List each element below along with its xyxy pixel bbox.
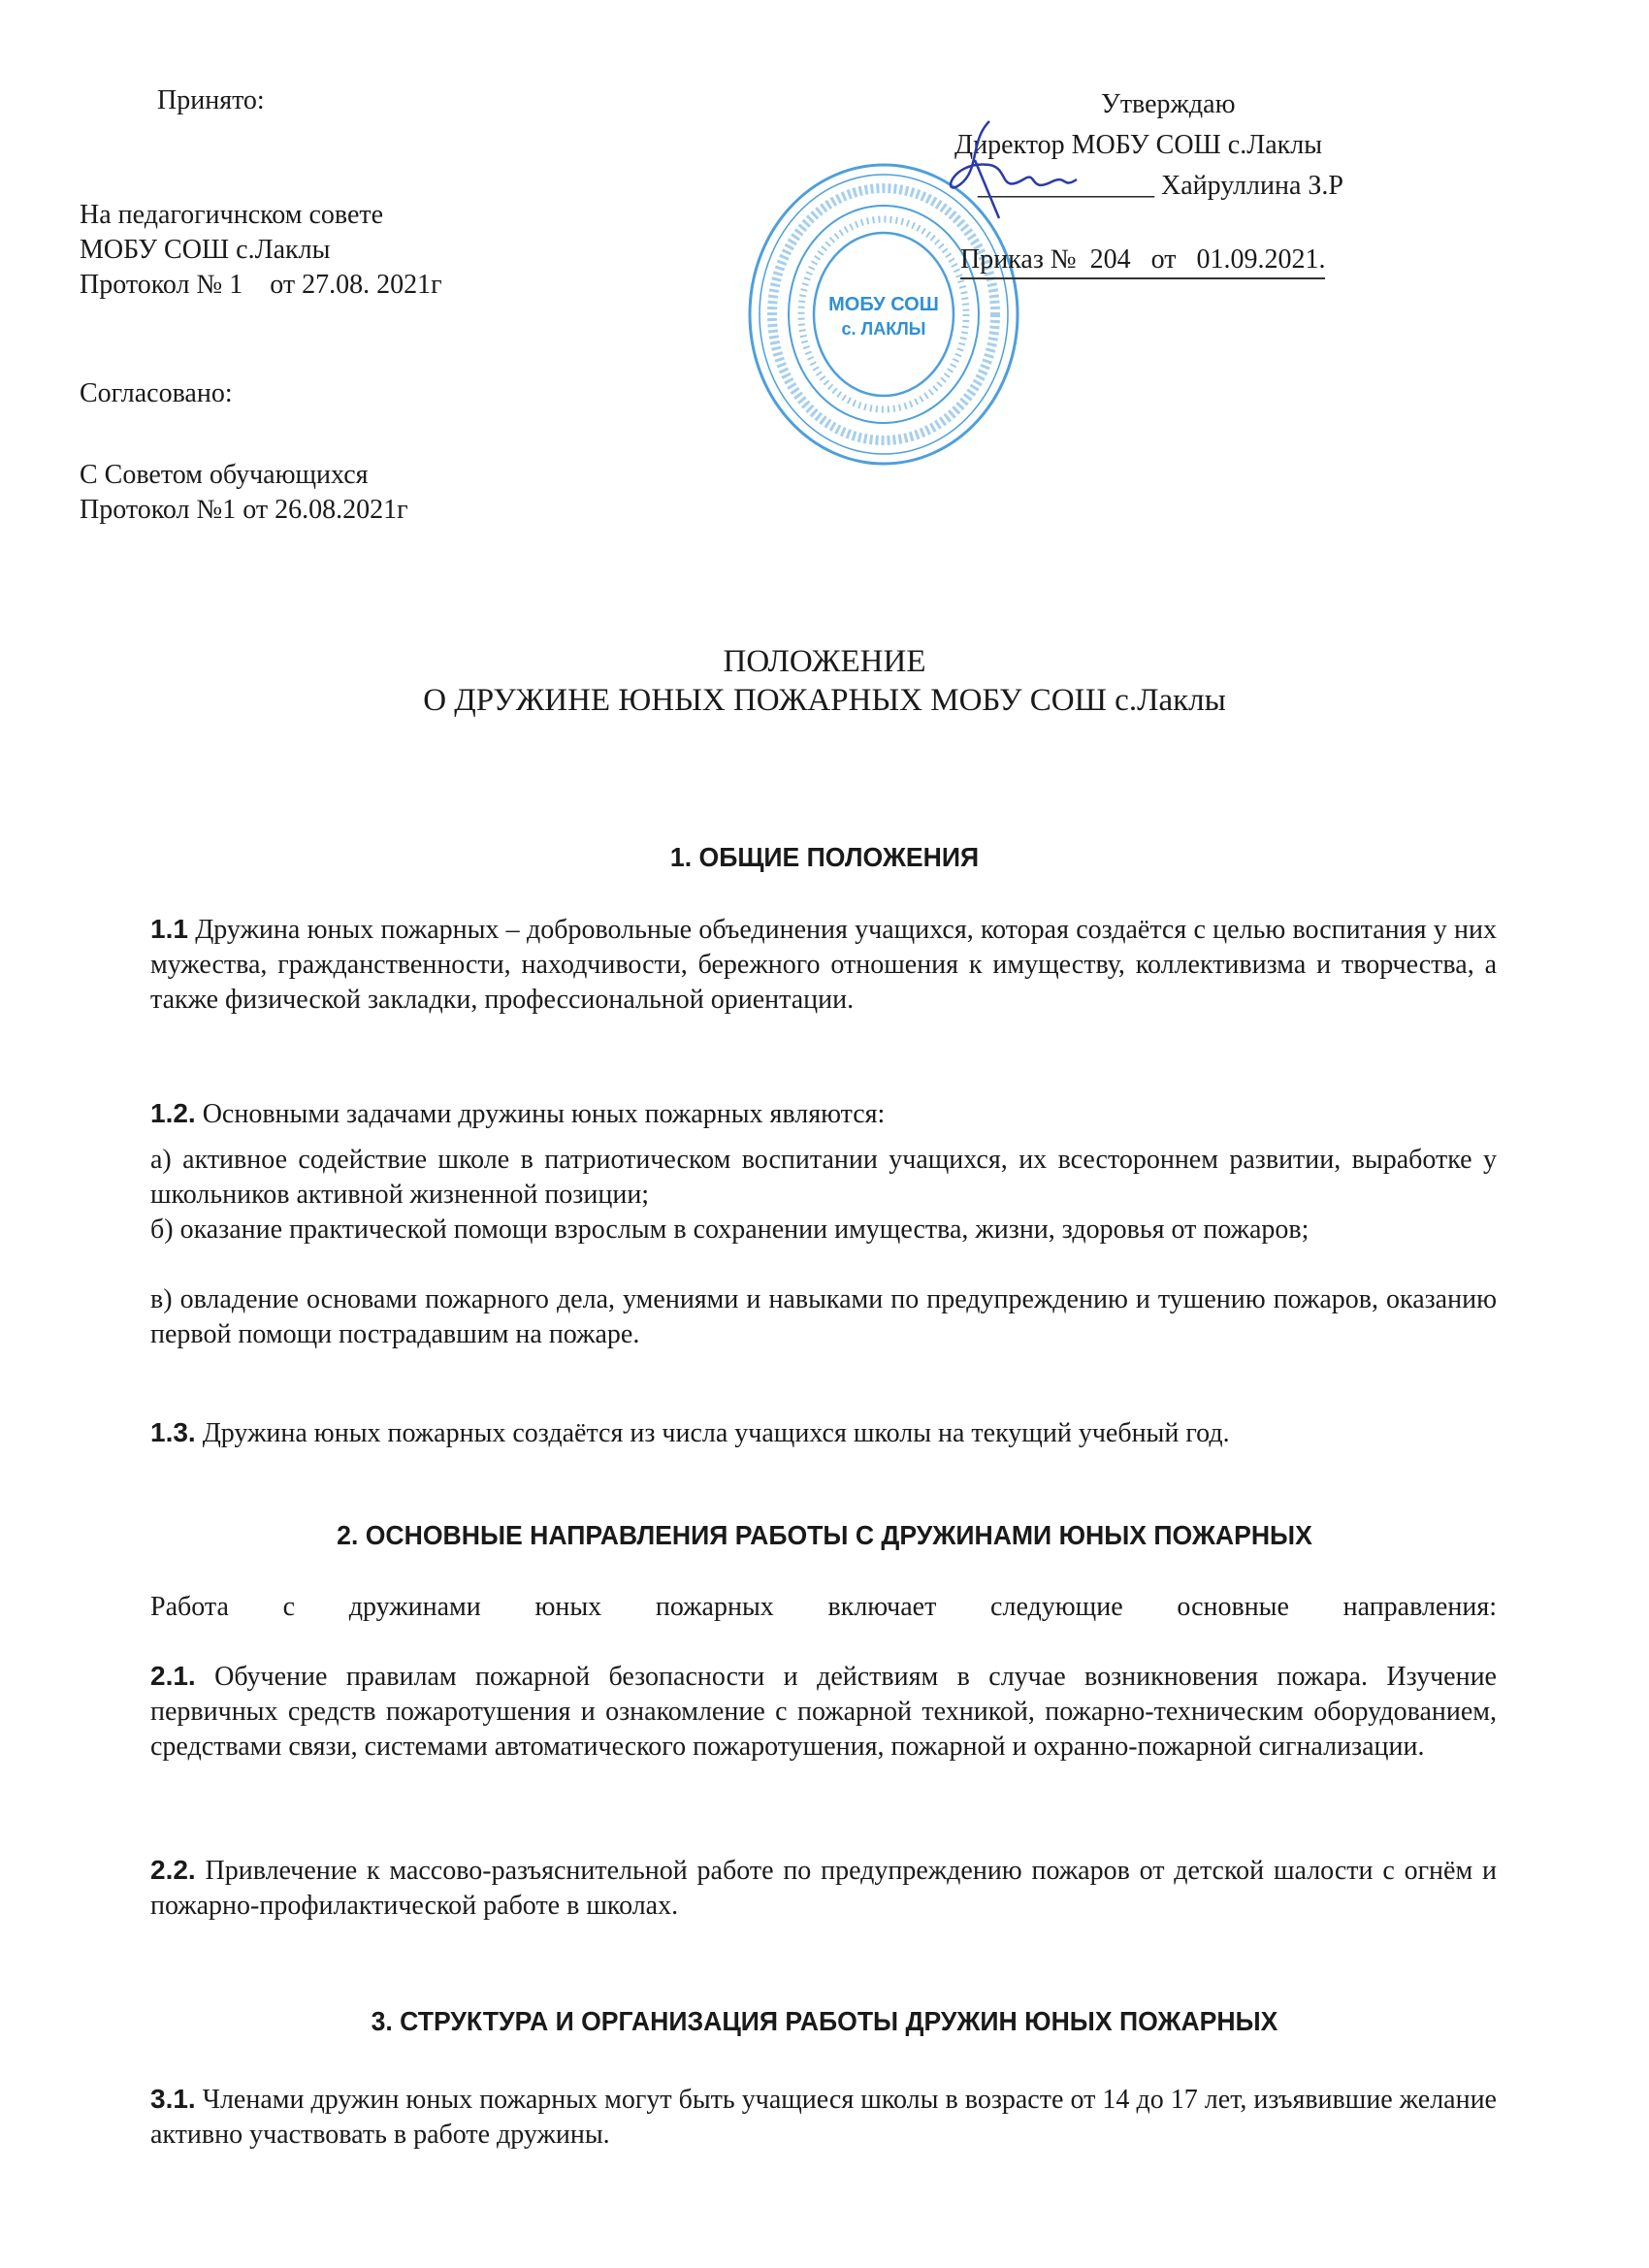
paragraph-3-1 [150,2082,1497,2153]
clause-text: Основными задачами дружины юных пожарных являются: [195,1099,886,1129]
council-label: На педагогичнском совете [80,200,384,230]
student-council-label: С Советом обучающихся [80,460,369,490]
signature-line: _____________ Хайруллина З.Р [978,171,1343,201]
paragraph-1-2-b: б) оказание практической помощи взрослым в сохранении имущества, жизни, здоровья от пожаров; [150,1215,1310,1245]
agreed-label: Согласовано: [80,378,233,408]
paragraph-1-2 [150,1096,1497,1132]
paragraph-1-2-a: а) активное содействие школе в патриотическом воспитании учащихся, их всестороннем развитии, выработке у школьников активной жизненной позиции; [150,1145,1497,1210]
clause-number: 1.3. [150,1417,196,1447]
clause-number: 2.2. [150,1855,196,1885]
stamp-village: с. ЛАКЛЫ [841,319,926,339]
clause-number: 1.2. [150,1098,196,1128]
paragraph-2-1 [150,1659,1497,1765]
clause-number: 3.1. [150,2084,196,2114]
approve-label: Утверждаю [1101,89,1236,119]
document-title: ПОЛОЖЕНИЕ [723,644,926,679]
clause-text: Привлечение к массово-разъяснительной работе по предупреждению пожаров от детской шалости с огнём и пожарно-профилактической работе в школах. [150,1856,1497,1921]
paragraph-2-2 [150,1853,1497,1924]
stamp-school-name: МОБУ СОШ [828,294,939,315]
clause-number: 2.1. [150,1661,196,1691]
section-1-heading: 1. ОБЩИЕ ПОЛОЖЕНИЯ [669,842,980,872]
clause-text: Дружина юных пожарных создаётся из числа учащихся школы на текущий учебный год. [195,1418,1230,1448]
section-3-heading: 3. СТРУКТУРА И ОРГАНИЗАЦИЯ РАБОТЫ ДРУЖИН ЮНЫХ ПОЖАРНЫХ [371,2006,1278,2036]
document-subtitle: О ДРУЖИНЕ ЮНЫХ ПОЖАРНЫХ МОБУ СОШ с.Лаклы [423,683,1226,718]
paragraph-2-intro: Работа с дружинами юных пожарных включает следующие основные направления: [150,1592,1497,1622]
accepted-label: Принято: [157,85,265,115]
clause-text: Дружина юных пожарных – добровольные объединения учащихся, которая создаётся с целью воспитания у них мужества, гражданственности, находчивости, бережного отношения к имуществу, коллективизма и творчества, а также физической закладки, профессиональной ориентации. [150,915,1497,1015]
school-label: МОБУ СОШ с.Лаклы [80,235,331,265]
section-2-heading: 2. ОСНОВНЫЕ НАПРАВЛЕНИЯ РАБОТЫ С ДРУЖИНАМИ ЮНЫХ ПОЖАРНЫХ [337,1520,1312,1550]
clause-text: Обучение правилам пожарной безопасности и действиям в случае возникновения пожара. Изучение первичных средств пожаротушения и ознакомление с пожарной техникой, пожарно-техническим оборудованием, средствами связи, системами автоматического пожаротушения, пожарной и охранно-пожарной сигнализации. [150,1662,1497,1762]
paragraph-1-2-c: в) овладение основами пожарного дела, умениями и навыками по предупреждению и тушению пожаров, оказанию первой помощи пострадавшим на пожаре. [150,1284,1497,1349]
clause-number: 1.1 [150,914,188,944]
signature [931,112,1096,228]
clause-text: Членами дружин юных пожарных могут быть учащиеся школы в возрасте от 14 до 17 лет, изъявившие желание активно участвовать в работе дружины. [150,2085,1497,2150]
protocol-label: Протокол № 1 от 27.08. 2021г [80,270,442,300]
paragraph-1-3 [150,1415,1497,1451]
order-label: Приказ № 204 от 01.09.2021. [960,243,1325,279]
paragraph-1-1 [150,912,1497,1018]
director-label: Директор МОБУ СОШ с.Лаклы [954,130,1323,160]
protocol2-label: Протокол №1 от 26.08.2021г [80,495,408,525]
